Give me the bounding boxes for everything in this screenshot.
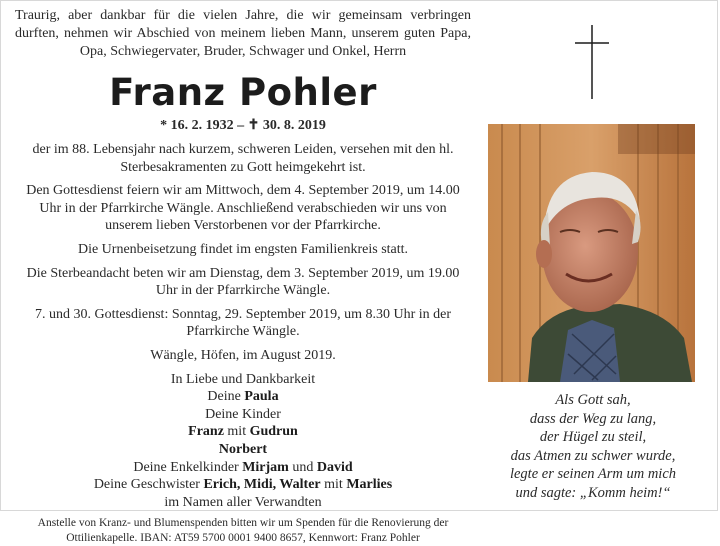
family-signatures	[15, 371, 471, 512]
notice-text-column	[15, 7, 471, 546]
family-line-intro: In Liebe und Dankbarkeit	[170, 371, 316, 387]
donation-note: Anstelle von Kranz- und Blumenspenden bitten wir um Spenden für die Renovierung der Ottilienkapelle. IBAN: AT59 5700 0001 9400 8657, Kennwort: Franz Pohler	[37, 517, 449, 545]
verse-line: legte er seinen Arm um mich	[509, 466, 677, 482]
paragraph-prayer: Die Sterbeandacht beten wir am Dienstag, dem 3. September 2019, um 19.00 Uhr in der Pfarrkirche Wängle.	[26, 265, 460, 299]
verse-line: das Atmen zu schwer wurde,	[510, 447, 676, 464]
cross-icon	[575, 25, 609, 99]
verse-line: Als Gott sah,	[555, 392, 631, 408]
paragraph-masses: 7. und 30. Gottesdienst: Sonntag, 29. September 2019, um 8.30 Uhr in der Pfarrkirche Wängle.	[34, 306, 452, 340]
portrait-photo	[488, 124, 695, 382]
paragraph-passing: der im 88. Lebensjahr nach kurzem, schweren Leiden, versehen mit den hl. Sterbesakramenten zu Gott heimgekehrt ist.	[32, 142, 454, 175]
life-dates: * 16. 2. 1932 – ✝ 30. 8. 2019	[160, 118, 326, 133]
family-line-grandchildren: Deine Enkelkinder Mirjam und David	[133, 459, 353, 475]
family-line-wife: Deine Paula	[207, 389, 279, 405]
deceased-name: Franz Pohler	[109, 71, 377, 114]
poem-verse	[487, 391, 699, 502]
paragraph-service: Den Gottesdienst feiern wir am Mittwoch, dem 4. September 2019, um 14.00 Uhr in der Pfarrkirche Wängle. Anschließend verabschieden wir uns von unserem lieben Verstorbenen vor der Pfarrkirche.	[26, 183, 460, 234]
portrait-illustration	[488, 124, 695, 382]
intro-text: Traurig, aber dankbar für die vielen Jahre, die wir gemeinsam verbringen durften, nehmen wir Abschied von meinem lieben Mann, unserem guten Papa, Opa, Schwiegervater, Bruder, Schwager und Onkel, Herrn	[15, 8, 471, 59]
place-date: Wängle, Höfen, im August 2019.	[150, 347, 336, 363]
verse-line: und sagte: „Komm heim!“	[515, 484, 671, 501]
family-line-son: Franz mit Gudrun	[188, 424, 298, 440]
paragraph-urn: Die Urnenbeisetzung findet im engsten Familienkreis statt.	[77, 241, 409, 257]
family-line-closing: im Namen aller Verwandten	[164, 494, 322, 510]
verse-line: dass der Weg zu lang,	[529, 410, 657, 427]
family-line-children-label: Deine Kinder	[205, 406, 281, 422]
family-line-child2: Norbert	[218, 441, 268, 457]
verse-line: der Hügel zu steil,	[539, 429, 647, 445]
family-line-siblings: Deine Geschwister Erich, Midi, Walter mit Marlies	[93, 477, 393, 493]
